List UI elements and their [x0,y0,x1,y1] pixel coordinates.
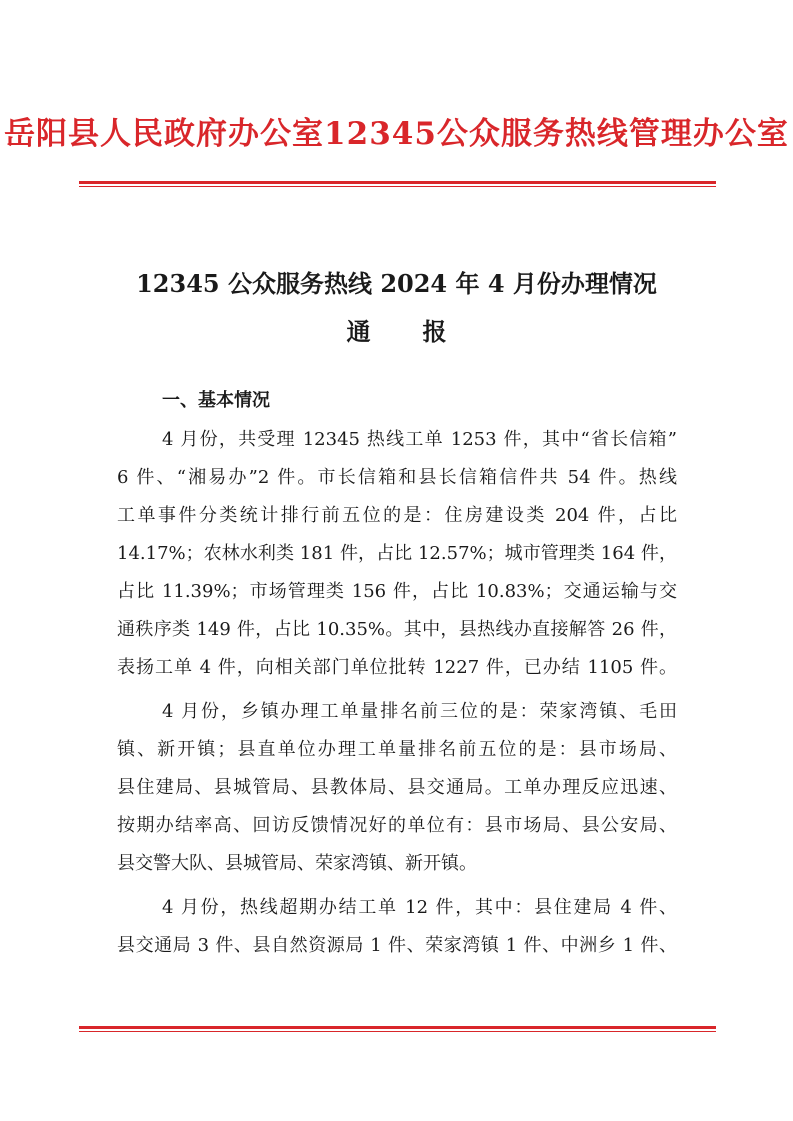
paragraph-line: 4 月份，热线超期办结工单 12 件，其中：县住建局 4 件、 [162,897,677,918]
paragraph-line: 6 件、“湘易办”2 件。市长信箱和县长信箱信件共 54 件。热线 [117,467,677,488]
paragraph-line: 14.17%；农林水利类 181 件，占比 12.57%；城市管理类 164 件， [117,543,677,564]
document-title-line-2: 通报 [346,317,499,346]
section-heading: 一、基本情况 [162,390,270,411]
paragraph-line: 镇、新开镇；县直单位办理工单量排名前五位的是：县市场局、 [117,739,677,760]
paragraph-line: 工单事件分类统计排行前五位的是：住房建设类 204 件，占比 [117,505,677,526]
document-title: 12345 公众服务热线 2024 年 4 月份办理情况 [136,269,657,298]
paragraph-line: 县住建局、县城管局、县教体局、县交通局。工单办理反应迅速、 [117,777,677,798]
paragraph-line: 县交通局 3 件、县自然资源局 1 件、荣家湾镇 1 件、中洲乡 1 件、 [117,935,677,956]
paragraph-line: 通秩序类 149 件，占比 10.35%。其中，县热线办直接解答 26 件， [117,619,677,640]
paragraph-line: 表扬工单 4 件，向相关部门单位批转 1227 件，已办结 1105 件。 [117,657,677,678]
paragraph-line: 占比 11.39%；市场管理类 156 件，占比 10.83%；交通运输与交 [117,581,677,602]
paragraph-line: 4 月份，乡镇办理工单量排名前三位的是：荣家湾镇、毛田 [162,701,677,722]
paragraph-line: 4 月份，共受理 12345 热线工单 1253 件，其中“省长信箱” [162,429,677,450]
footer-divider [79,1026,716,1032]
paragraph-line: 按期办结率高、回访反馈情况好的单位有：县市场局、县公安局、 [117,815,677,836]
masthead-title: 岳阳县人民政府办公室12345公众服务热线管理办公室 [4,116,789,152]
header-divider [79,181,716,187]
paragraph-line: 县交警大队、县城管局、荣家湾镇、新开镇。 [117,853,477,874]
